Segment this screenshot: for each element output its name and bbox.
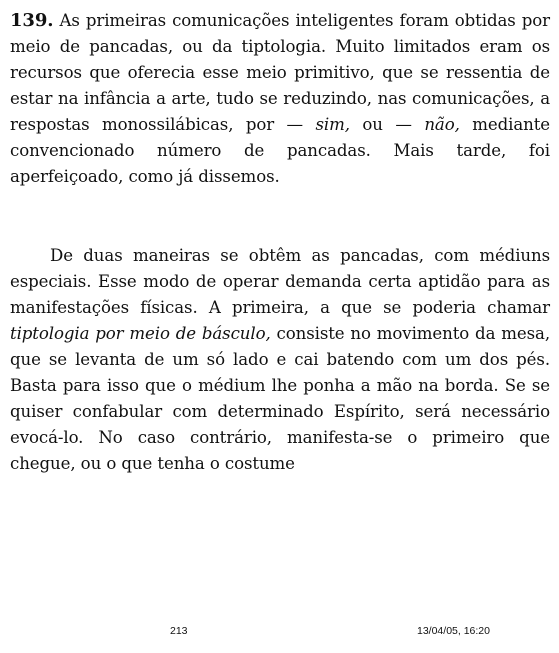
print-timestamp: 13/04/05, 16:20 <box>417 625 490 637</box>
italic-term-tiptologia: tiptologia por meio de básculo, <box>10 324 271 343</box>
paragraph-text: De duas maneiras se obtêm as pancadas, com médiuns especiais. Esse modo de operar demanda certa aptidão para as manifestações físicas. A primeira, a que se poderia chamar <box>10 246 550 317</box>
paragraph-text: ou — <box>349 115 425 134</box>
paragraph-139 <box>10 8 550 190</box>
section-number: 139. <box>10 10 54 31</box>
paragraph-text: consiste no movimento da mesa, que se levanta de um só lado e cai batendo com um dos pés. Basta para isso que o médium lhe ponha a mão na borda. Se se quiser confabular com determinado Espírito, será necessário evocá-lo. No caso contrário, manifesta-se o primeiro que chegue, ou o que tenha o costume <box>10 324 550 473</box>
paragraph-text: As primeiras comunicações inteligentes foram obtidas por meio de pancadas, ou da tiptologia. Muito limitados eram os recursos que oferecia esse meio primitivo, que se ressentia de estar na infância a arte, tudo se reduzindo, nas comunicações, a respostas monossilábicas, por — <box>10 11 550 134</box>
italic-word-sim: sim, <box>315 115 350 134</box>
italic-word-nao: não, <box>424 115 460 134</box>
paragraph-second <box>10 243 550 477</box>
paragraph-text: mediante convencionado número de pancadas. Mais tarde, foi aperfeiçoado, como já dissemos. <box>10 115 550 186</box>
page-number: 213 <box>170 625 188 637</box>
